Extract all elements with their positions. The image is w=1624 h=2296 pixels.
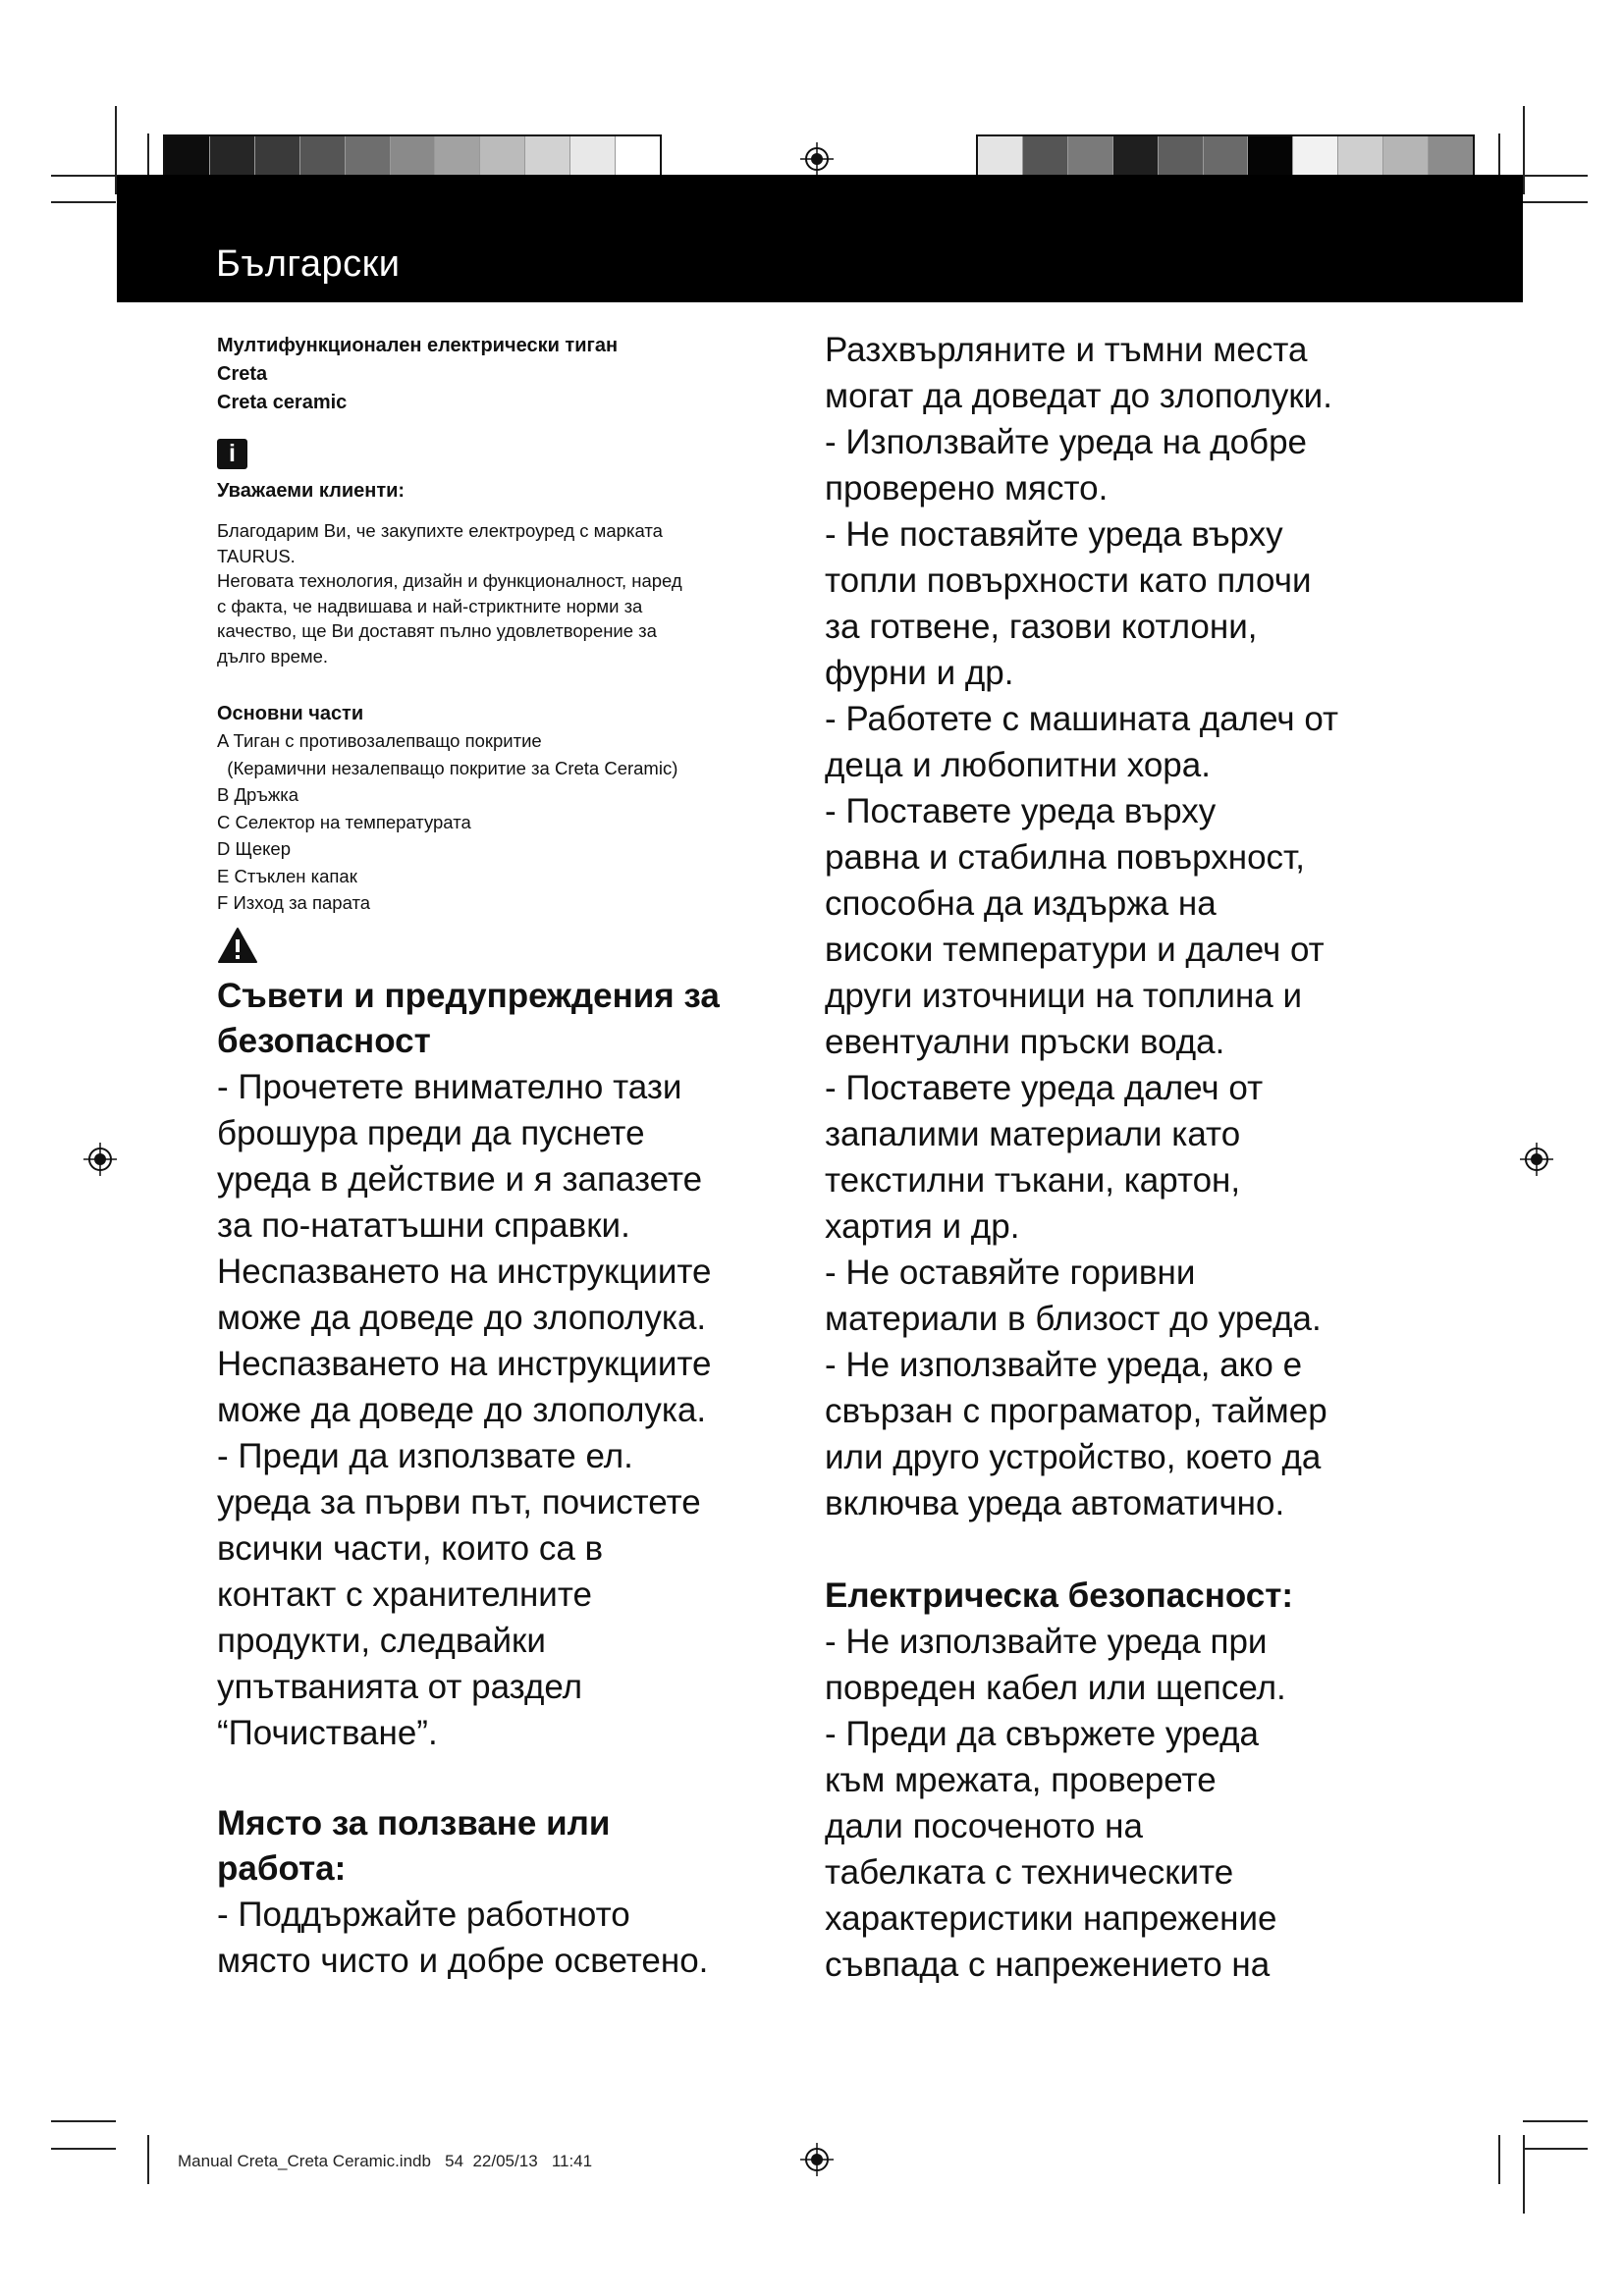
parts-title: Основни части	[217, 703, 364, 724]
crop-mark	[51, 2148, 116, 2150]
body-line: повреден кабел или щепсел.	[825, 1669, 1286, 1707]
body-line: други източници на топлина и	[825, 977, 1303, 1015]
section-heading: Съвети и предупреждения за	[217, 976, 720, 1015]
body-line: контакт с хранителните	[217, 1575, 592, 1614]
language-title: Български	[216, 243, 401, 285]
body-line: - Не оставяйте горивни	[825, 1254, 1196, 1292]
warning-icon	[217, 927, 258, 964]
parts-item: B Дръжка	[217, 784, 299, 805]
body-line: евентуални пръски вода.	[825, 1023, 1225, 1061]
section-heading: безопасност	[217, 1021, 431, 1060]
body-line: - Преди да използвате ел.	[217, 1436, 633, 1475]
body-line: текстилни тъкани, картон,	[825, 1161, 1241, 1200]
body-line: за готвене, газови котлони,	[825, 608, 1258, 646]
body-line: - Използвайте уреда на добре	[825, 423, 1308, 461]
info-icon: i	[217, 439, 247, 469]
body-line: материали в близост до уреда.	[825, 1300, 1322, 1338]
body-line: продукти, следвайки	[217, 1621, 546, 1660]
body-line: - Работете с машината далеч от	[825, 700, 1339, 738]
electric-safety-section	[825, 1574, 1414, 1988]
crop-mark	[1523, 106, 1525, 194]
language-header-band	[117, 175, 1523, 302]
body-line: дали посоченото на	[825, 1807, 1143, 1845]
body-line: - Поставете уреда върху	[825, 792, 1217, 830]
body-line: или друго устройство, което да	[825, 1438, 1322, 1476]
crop-mark	[51, 175, 116, 177]
place-continued	[825, 327, 1414, 1526]
body-line: деца и любопитни хора.	[825, 746, 1211, 784]
body-line: запалими материали като	[825, 1115, 1241, 1153]
body-line: фурни и др.	[825, 654, 1014, 692]
body-line: Неспазването на инструкциите	[217, 1252, 712, 1291]
registration-mark-icon	[800, 2143, 834, 2176]
registration-mark-icon	[83, 1143, 117, 1176]
body-line: Разхвърляните и тъмни места	[825, 331, 1308, 369]
body-line: хартия и др.	[825, 1207, 1020, 1246]
greeting: Уважаеми клиенти:	[217, 480, 406, 502]
body-line: брошура преди да пуснете	[217, 1113, 645, 1152]
body-line: проверено място.	[825, 469, 1109, 507]
parts-item: D Щекер	[217, 838, 292, 859]
body-line: характеристики напрежение	[825, 1899, 1277, 1938]
body-line: упътванията от раздел	[217, 1667, 583, 1706]
section-heading: Електрическа безопасност:	[825, 1576, 1294, 1615]
body-line: “Почистване”.	[217, 1713, 438, 1752]
product-name-line: Creta	[217, 363, 268, 385]
product-name-line: Creta ceramic	[217, 392, 348, 413]
parts-item: A Тиган с противозалепващо покритие	[217, 730, 542, 751]
right-column	[825, 327, 1414, 1988]
crop-mark	[51, 2120, 116, 2122]
body-line: - Не използвайте уреда при	[825, 1623, 1268, 1661]
body-line: способна да издържа на	[825, 884, 1217, 923]
footer-slug: Manual Creta_Creta Ceramic.indb 54 22/05/13 11:41	[178, 2152, 593, 2170]
product-name-line: Мултифункционален електрически тиган	[217, 335, 619, 356]
crop-mark	[147, 2135, 149, 2184]
body-line: - Преди да свържете уреда	[825, 1715, 1259, 1753]
parts-list	[217, 727, 786, 917]
crop-mark	[51, 201, 116, 203]
parts-item: E Стъклен капак	[217, 865, 357, 886]
left-column	[217, 332, 786, 1984]
body-line: може да доведе до злополука.	[217, 1298, 707, 1337]
crop-mark	[1523, 2135, 1525, 2214]
body-line: включва уреда автоматично.	[825, 1484, 1285, 1522]
place-section	[217, 1801, 786, 1984]
intro-line: TAURUS.	[217, 545, 296, 566]
body-line: могат да доведат до злополуки.	[825, 377, 1332, 415]
body-line: може да доведе до злополука.	[217, 1390, 707, 1429]
intro-line: с факта, че надвишава и най-стриктните норми за	[217, 595, 643, 616]
body-line: свързан с програматор, таймер	[825, 1392, 1327, 1430]
parts-item: (Керамични незалепващо покритие за Creta Ceramic)	[217, 757, 678, 778]
body-line: място чисто и добре осветено.	[217, 1941, 709, 1980]
crop-mark	[1498, 2135, 1500, 2184]
body-line: табелката с техническите	[825, 1853, 1234, 1892]
registration-mark-icon	[800, 142, 834, 176]
body-line: високи температури и далеч от	[825, 931, 1325, 969]
body-line: уреда в действие и я запазете	[217, 1159, 703, 1199]
registration-mark-icon	[1520, 1143, 1553, 1176]
body-line: - Не поставяйте уреда върху	[825, 515, 1283, 554]
body-line: - Поддържайте работното	[217, 1895, 630, 1934]
body-line: съвпада с напрежението на	[825, 1946, 1271, 1984]
crop-mark	[1523, 175, 1588, 177]
body-line: всички части, които са в	[217, 1528, 604, 1568]
body-line: към мрежата, проверете	[825, 1761, 1217, 1799]
body-line: равна и стабилна повърхност,	[825, 838, 1305, 877]
crop-mark	[1523, 201, 1588, 203]
intro-line: Неговата технология, дизайн и функционалност, наред	[217, 570, 682, 591]
body-line: - Прочетете внимателно тази	[217, 1067, 682, 1106]
intro-paragraph	[217, 518, 786, 668]
intro-line: качество, ще Ви доставят пълно удовлетворение за	[217, 620, 657, 641]
body-line: Неспазването на инструкциите	[217, 1344, 712, 1383]
body-line: - Поставете уреда далеч от	[825, 1069, 1264, 1107]
crop-mark	[1523, 2120, 1588, 2122]
section-heading: работа:	[217, 1848, 347, 1888]
section-heading: Място за ползване или	[217, 1803, 611, 1842]
body-line: за по-нататъшни справки.	[217, 1205, 630, 1245]
crop-mark	[1523, 2148, 1588, 2150]
body-line: уреда за първи път, почистете	[217, 1482, 701, 1522]
body-line: топли повърхности като плочи	[825, 561, 1312, 600]
intro-line: дълго време.	[217, 645, 329, 667]
intro-line: Благодарим Ви, че закупихте електроуред с марката	[217, 520, 663, 541]
body-line: - Не използвайте уреда, ако е	[825, 1346, 1303, 1384]
parts-item: F Изход за парата	[217, 892, 371, 913]
parts-item: C Селектор на температурата	[217, 811, 471, 832]
safety-section	[217, 974, 786, 1756]
